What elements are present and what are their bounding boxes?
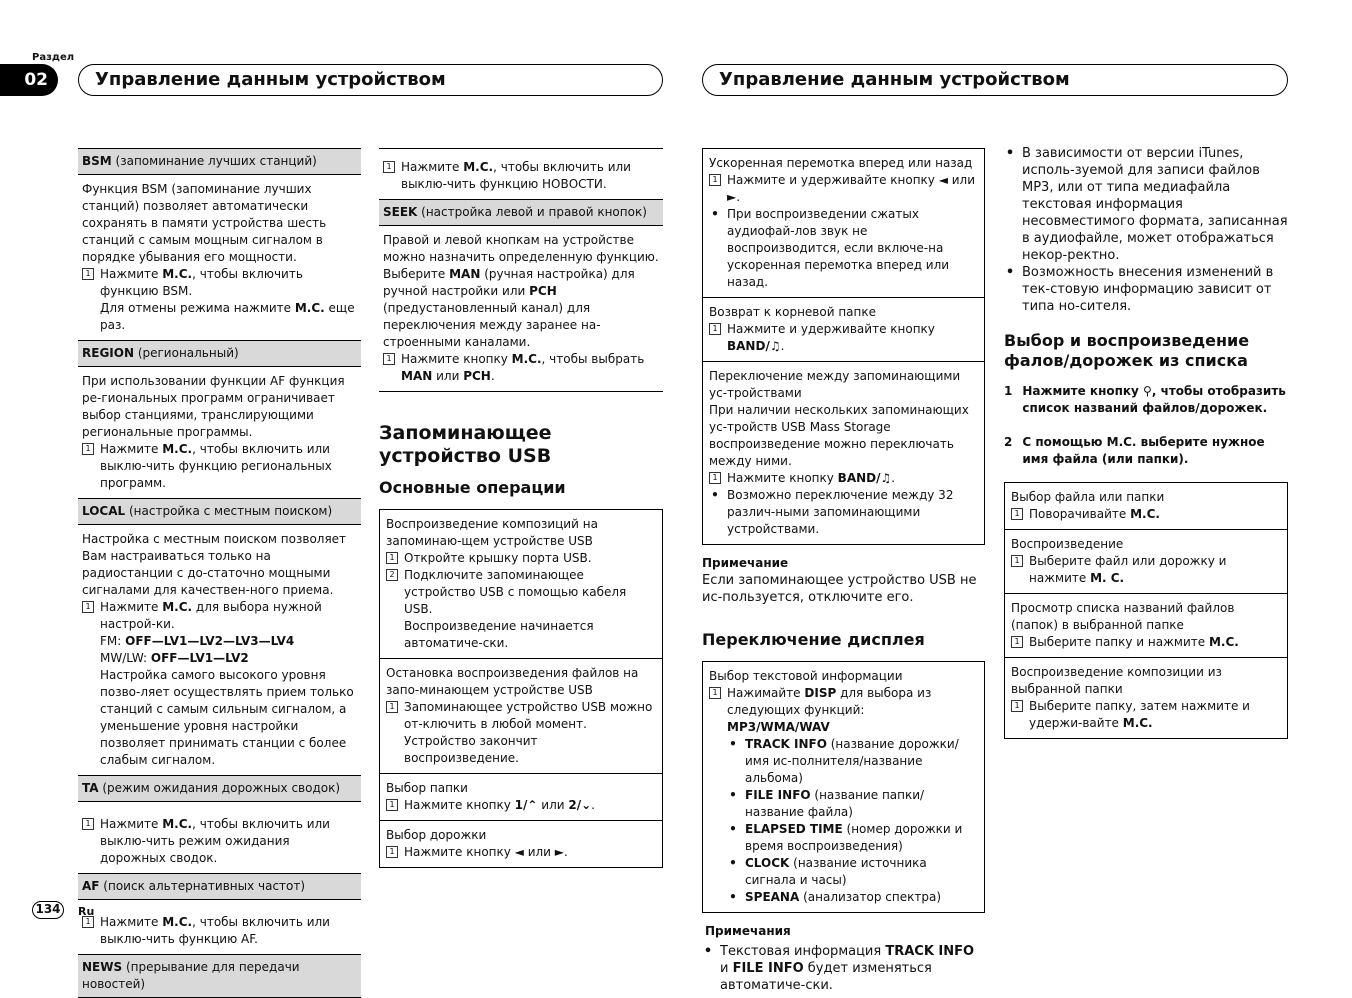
playback-title: Воспроизведение	[1011, 537, 1124, 551]
news-step: 1 Нажмите M.C., чтобы включить или выклю-чить функцию НОВОСТИ.	[383, 159, 659, 193]
search-icon: ⚲	[1143, 384, 1152, 398]
playback-step: 1 Выберите файл или дорожку и нажмите M. C.	[1011, 553, 1281, 587]
af-step: 1 Нажмите M.C., чтобы включить или выклю-чить функцию AF.	[82, 914, 357, 948]
bsm-step: 1 Нажмите M.C., чтобы включить функцию BSM.	[82, 266, 357, 300]
seek-body	[379, 226, 663, 392]
play-folder-step: 1 Выберите папку, затем нажмите и удержи-вайте M.C.	[1011, 698, 1281, 732]
seek-text-2: Выберите MAN (ручная настройка) для ручной настройки или PCH (предустановленный канал) для переключения между заранее на-строенными каналами.	[383, 267, 635, 349]
local-text: Настройка с местным поиском позволяет Вам настраиваться только на радиостанции с до-статочно мощными сигналами для качествен-ного приема.	[82, 532, 347, 597]
play-folder-title: Воспроизведение композиции из выбранной папки	[1011, 665, 1222, 696]
region-step: 1 Нажмите M.C., чтобы включить или выклю-чить функцию региональных программ.	[82, 441, 357, 492]
track-select-title: Выбор дорожки	[386, 828, 487, 842]
note-text: Если запоминающее устройство USB не ис-пользуется, отключите его.	[702, 573, 977, 605]
music-note-icon: ♫	[880, 471, 892, 485]
switch-device-step: 1 Нажмите кнопку BAND/♫.	[709, 470, 978, 487]
local-body	[78, 525, 361, 776]
local-fm-levels: FM: OFF—LV1—LV2—LV3—LV4	[100, 634, 295, 648]
text-info-list	[709, 736, 978, 906]
step-number-icon: 1	[709, 323, 721, 335]
notes-title: Примечания	[705, 924, 791, 938]
usb-stop-title: Остановка воспроизведения файлов на запо-минающем устройстве USB	[386, 666, 639, 697]
ta-step: 1 Нажмите M.C., чтобы включить или выклю-чить режим ожидания дорожных сводок.	[82, 816, 357, 867]
step-number-icon: 1	[82, 443, 94, 455]
step-number-icon: 1	[1011, 508, 1023, 520]
text-info-item: • FILE INFO (название папки/название файла)	[729, 788, 925, 819]
step-number-icon: 1	[386, 799, 398, 811]
edit-text-bullet: • Возможность внесения изменений в тек-стовую информацию зависит от типа но-сителя.	[1005, 265, 1274, 314]
list-step-1: 1 Нажмите кнопку ⚲, чтобы отобразить список названий файлов/дорожек.	[1004, 384, 1286, 415]
select-file-title: Выбор файла или папки	[1011, 490, 1165, 504]
ta-body	[78, 802, 361, 874]
fast-forward-title: Ускоренная перемотка вперед или назад	[709, 156, 973, 170]
step-number-icon: 1	[1011, 700, 1023, 712]
news-heading: NEWS (прерывание для передачи новостей)	[78, 955, 361, 998]
root-folder-title: Возврат к корневой папке	[709, 305, 877, 319]
notes-bullet: • Текстовая информация TRACK INFO и FILE INFO будет изменяться автоматиче-ски.	[703, 944, 975, 993]
step-number-icon: 1	[709, 472, 721, 484]
root-folder-step: 1 Нажмите и удерживайте кнопку BAND/♫.	[709, 321, 978, 355]
select-file-cell	[1005, 483, 1287, 530]
text-info-item: • SPEANA (анализатор спектра)	[729, 890, 941, 904]
itunes-bullet: • В зависимости от версии iTunes, исполь-зуемой для записи файлов MP3, или от типа медиафайла текстовая информация несовместимого формата, записанная в аудиофайле, может отображаться некор-ректно.	[1005, 146, 1288, 263]
switch-device-title: Переключение между запоминающими ус-тройствами	[709, 369, 961, 400]
playback-cell	[1005, 530, 1287, 594]
page-title-right: Управление данным устройством	[702, 64, 1288, 96]
step-number-icon: 1	[709, 687, 721, 699]
usb-play-step-1: 1 Откройте крышку порта USB.	[386, 550, 656, 567]
music-note-icon: ♫	[769, 339, 781, 353]
step-number-icon: 1	[1011, 636, 1023, 648]
af-heading: AF (поиск альтернативных частот)	[78, 874, 361, 900]
step-number-icon: 1	[383, 161, 395, 173]
usb-stop-step: 1 Запоминающее устройство USB можно от-ключить в любой момент.	[386, 699, 656, 733]
track-select-step: 1 Нажмите кнопку ◄ или ►.	[386, 844, 656, 861]
view-folder-step: 1 Выберите папку и нажмите M.C.	[1011, 634, 1281, 651]
step-number-icon: 1	[82, 818, 94, 830]
text-info-step: 1 Нажимайте DISP для выбора из следующих функций:	[709, 685, 978, 719]
column-3	[702, 148, 985, 994]
text-info-item: • ELAPSED TIME (номер дорожки и время воспроизведения)	[729, 822, 963, 853]
page-number: 134	[32, 901, 64, 919]
step-number-icon: 1	[386, 846, 398, 858]
local-step: 1 Нажмите M.C. для выбора нужной настрой-ки.	[82, 599, 357, 633]
view-folder-cell	[1005, 594, 1287, 658]
seek-text-1: Правой и левой кнопкам на устройстве можно назначить определенную функцию.	[383, 233, 659, 264]
text-info-item: • CLOCK (название источника сигнала и часы)	[729, 856, 927, 887]
column-2	[379, 148, 663, 868]
step-number-icon: 1	[1011, 555, 1023, 567]
switch-device-cell	[703, 362, 984, 544]
language-label: Ru	[78, 905, 95, 918]
folder-select-title: Выбор папки	[386, 781, 468, 795]
region-text: При использовании функции AF функция ре-гиональных программ ограничивает выбор станциями, транслирующими региональные программы.	[82, 374, 345, 439]
seek-step: 1 Нажмите кнопку M.C., чтобы выбрать MAN или PCH.	[383, 351, 659, 385]
bsm-heading: BSM (запоминание лучших станций)	[78, 148, 361, 175]
step-number-icon: 1	[386, 552, 398, 564]
local-note: Настройка самого высокого уровня позво-ляет осуществлять прием только станций с самым сильным сигналом, а уменьшение уровня настройки позволяет принимать станции с более слабым сигналом.	[100, 668, 354, 767]
usb-operations-box	[379, 509, 663, 868]
step-number-icon: 1	[386, 701, 398, 713]
usb-stop-cell	[380, 659, 662, 774]
step-number-icon: 1	[383, 353, 395, 365]
switch-device-bullet: • Возможно переключение между 32 различ-ными запоминающими устройствами.	[711, 488, 954, 536]
local-mw-levels: MW/LW: OFF—LV1—LV2	[100, 651, 249, 665]
fast-forward-step: 1 Нажмите и удерживайте кнопку ◄ или ►.	[709, 172, 978, 206]
bsm-body	[78, 175, 361, 341]
step-number-icon: 1	[709, 174, 721, 186]
column-1	[78, 148, 361, 998]
usb-play-note: Воспроизведение начинается автоматиче-ски.	[404, 619, 594, 650]
usb-stop-note: Устройство закончит воспроизведение.	[404, 734, 538, 765]
text-info-cell	[703, 662, 984, 912]
fast-forward-bullet: • При воспроизведении сжатых аудиофай-лов звук не воспроизводится, если включе-на ускоренная перемотка вперед или назад.	[711, 207, 950, 289]
play-folder-cell	[1005, 658, 1287, 738]
list-box	[1004, 482, 1288, 739]
usb-play-title: Воспроизведение композиций на запоминаю-щем устройстве USB	[386, 517, 598, 548]
select-file-step: 1 Поворачивайте M.C.	[1011, 506, 1281, 523]
step-number-icon: 1	[82, 601, 94, 613]
page-title-left: Управление данным устройством	[78, 64, 663, 96]
bsm-text: Функция BSM (запоминание лучших станций) позволяет автоматически сохранять в памяти устройства шесть станций с самым мощным сигналом в порядке убывания его мощности.	[82, 182, 327, 264]
step-number-icon: 2	[386, 569, 398, 581]
basic-operations-title: Основные операции	[379, 478, 566, 497]
ta-heading: TA (режим ожидания дорожных сводок)	[78, 776, 361, 802]
seek-heading: SEEK (настройка левой и правой кнопок)	[379, 200, 663, 226]
list-play-title: Выбор и воспроизведение фалов/дорожек из списка	[1004, 331, 1250, 370]
local-heading: LOCAL (настройка с местным поиском)	[78, 499, 361, 525]
display-switch-title: Переключение дисплея	[702, 630, 925, 649]
section-number-tab: 02	[0, 64, 58, 96]
usb-section-title: Запоминающее устройство USB	[379, 422, 552, 467]
bsm-cancel: Для отмены режима нажмите M.C. еще раз.	[100, 301, 355, 332]
note-title: Примечание	[702, 556, 789, 570]
list-step-2: 2 С помощью M.C. выберите нужное имя файла (или папки).	[1004, 435, 1265, 466]
section-label: Раздел	[32, 52, 75, 63]
column-4	[1004, 145, 1288, 739]
step-number-icon: 1	[82, 268, 94, 280]
step-number-icon: 1	[82, 916, 94, 928]
news-body	[379, 148, 663, 200]
view-folder-title: Просмотр списка названий файлов (папок) в выбранной папке	[1011, 601, 1235, 632]
root-folder-cell	[703, 298, 984, 362]
track-select-cell	[380, 821, 662, 867]
text-info-item: • TRACK INFO (название дорожки/имя ис-полнителя/название альбома)	[729, 737, 959, 785]
text-info-title: Выбор текстовой информации	[709, 669, 903, 683]
folder-select-step: 1 Нажмите кнопку 1/⌃ или 2/⌄.	[386, 797, 656, 814]
folder-select-cell	[380, 774, 662, 821]
display-box	[702, 661, 985, 913]
usb-play-step-2: 2 Подключите запоминающее устройство USB с помощью кабеля USB.	[386, 567, 656, 618]
usb-more-box	[702, 148, 985, 545]
text-info-formats: MP3/WMA/WAV	[727, 720, 830, 734]
fast-forward-cell	[703, 149, 984, 298]
usb-play-cell	[380, 510, 662, 659]
af-body	[78, 900, 361, 955]
region-body	[78, 367, 361, 499]
switch-device-text: При наличии нескольких запоминающих ус-тройств USB Mass Storage воспроизведение можно переключать между ними.	[709, 403, 969, 468]
region-heading: REGION (региональный)	[78, 341, 361, 367]
